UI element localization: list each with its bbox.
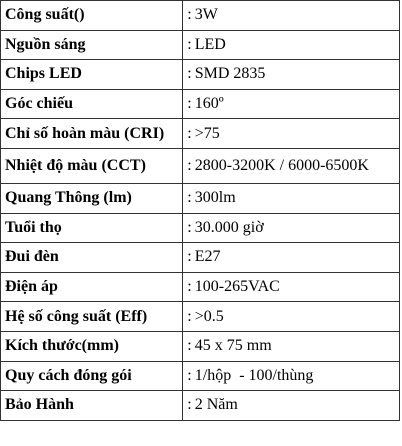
spec-row (1, 60, 400, 90)
spec-row (1, 89, 400, 119)
spec-value: 160º (194, 95, 224, 113)
value-separator: : (187, 366, 192, 384)
spec-value: 45 x 75 mm (194, 337, 272, 355)
spec-value-cell (183, 1, 400, 31)
spec-label: Điện áp (1, 272, 183, 302)
spec-value-cell (183, 361, 400, 391)
value-separator: : (187, 35, 192, 53)
spec-value-cell (183, 89, 400, 119)
spec-row (1, 361, 400, 391)
spec-value-cell (183, 331, 400, 361)
spec-value: 300lm (194, 189, 236, 207)
spec-value-cell (183, 60, 400, 90)
spec-row (1, 272, 400, 302)
spec-value: 1/hộp - 100/thùng (194, 366, 314, 384)
spec-row (1, 148, 400, 183)
value-separator: : (187, 396, 192, 414)
spec-row (1, 243, 400, 273)
spec-value: 100-265VAC (194, 278, 280, 296)
value-separator: : (187, 6, 192, 24)
value-separator: : (187, 156, 192, 174)
value-separator: : (187, 337, 192, 355)
value-separator: : (187, 189, 192, 207)
spec-value-cell (183, 213, 400, 243)
spec-value: SMD 2835 (194, 65, 266, 83)
spec-label: Chips LED (1, 60, 183, 90)
spec-row (1, 302, 400, 332)
value-separator: : (187, 65, 192, 83)
spec-value-cell (183, 302, 400, 332)
spec-value: 2800-3200K / 6000-6500K (194, 156, 369, 174)
spec-value-cell (183, 183, 400, 213)
spec-label: Chỉ số hoàn màu (CRI) (1, 119, 183, 149)
spec-row (1, 213, 400, 243)
value-separator: : (187, 248, 192, 266)
spec-label: Kích thước(mm) (1, 331, 183, 361)
spec-value: LED (194, 35, 226, 53)
spec-value: >75 (194, 124, 220, 142)
spec-row (1, 30, 400, 60)
spec-label: Hệ số công suất (Eff) (1, 302, 183, 332)
spec-label: Quang Thông (lm) (1, 183, 183, 213)
spec-value-cell (183, 272, 400, 302)
spec-label: Nhiệt độ màu (CCT) (1, 148, 183, 183)
spec-label: Nguồn sáng (1, 30, 183, 60)
spec-value-cell (183, 391, 400, 421)
spec-label: Quy cách đóng gói (1, 361, 183, 391)
spec-value-cell (183, 119, 400, 149)
spec-label: Đui đèn (1, 243, 183, 273)
spec-row (1, 119, 400, 149)
spec-value: 2 Năm (194, 396, 238, 414)
spec-label: Tuổi thọ (1, 213, 183, 243)
spec-row (1, 1, 400, 31)
value-separator: : (187, 307, 192, 325)
spec-row (1, 183, 400, 213)
spec-label: Công suất() (1, 1, 183, 31)
spec-value: E27 (194, 248, 221, 266)
spec-value: 30.000 giờ (194, 218, 264, 236)
spec-value-cell (183, 30, 400, 60)
value-separator: : (187, 95, 192, 113)
spec-value: >0.5 (194, 307, 224, 325)
spec-value-cell (183, 148, 400, 183)
spec-table-body (1, 1, 400, 421)
value-separator: : (187, 278, 192, 296)
spec-row (1, 391, 400, 421)
spec-value-cell (183, 243, 400, 273)
spec-row (1, 331, 400, 361)
spec-value: 3W (194, 6, 218, 24)
spec-label: Bảo Hành (1, 391, 183, 421)
spec-label: Góc chiếu (1, 89, 183, 119)
value-separator: : (187, 124, 192, 142)
value-separator: : (187, 218, 192, 236)
